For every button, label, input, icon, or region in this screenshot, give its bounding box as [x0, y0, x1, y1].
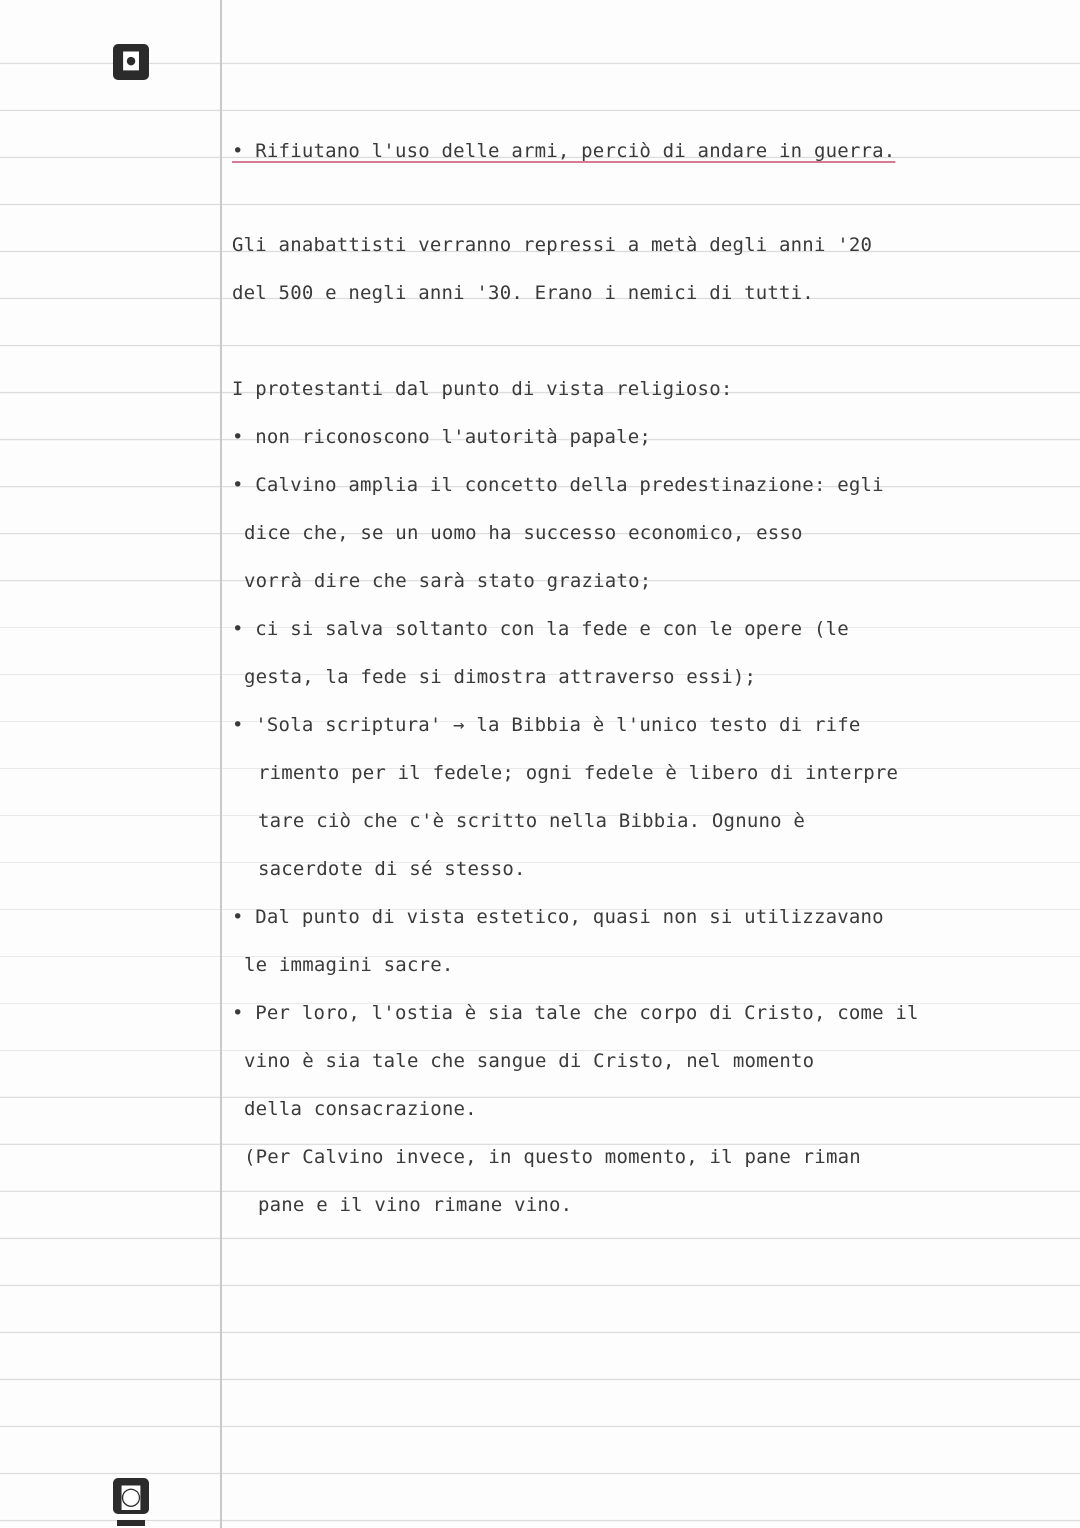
note-line: • non riconoscono l'autorità papale; — [232, 426, 652, 448]
note-line: rimento per il fedele; ogni fedele è libero di interpre — [258, 762, 899, 784]
note-line: della consacrazione. — [244, 1098, 477, 1120]
note-line: sacerdote di sé stesso. — [258, 858, 526, 880]
note-line: dice che, se un uomo ha successo economico, esso — [244, 522, 803, 544]
app-logo-icon: ◘ — [113, 44, 149, 80]
app-logo-bottom-icon: ◙ — [113, 1478, 149, 1514]
note-line: • Per loro, l'ostia è sia tale che corpo di Cristo, come il — [232, 1002, 919, 1024]
note-line: • Dal punto di vista estetico, quasi non si utilizzavano — [232, 906, 884, 928]
note-line: vorrà dire che sarà stato graziato; — [244, 570, 652, 592]
note-line: • Calvino amplia il concetto della predestinazione: egli — [232, 474, 884, 496]
note-line: gesta, la fede si dimostra attraverso essi); — [244, 666, 757, 688]
note-line: le immagini sacre. — [244, 954, 454, 976]
note-line: (Per Calvino invece, in questo momento, il pane riman — [244, 1146, 861, 1168]
note-line: del 500 e negli anni '30. Erano i nemici di tutti. — [232, 282, 814, 304]
note-line: tare ciò che c'è scritto nella Bibbia. Ognuno è — [258, 810, 806, 832]
note-line: pane e il vino rimane vino. — [258, 1194, 573, 1216]
note-line: • ci si salva soltanto con la fede e con le opere (le — [232, 618, 849, 640]
note-line: vino è sia tale che sangue di Cristo, nel momento — [244, 1050, 815, 1072]
note-line: I protestanti dal punto di vista religioso: — [232, 378, 733, 400]
note-line: Gli anabattisti verranno repressi a metà degli anni '20 — [232, 234, 873, 256]
note-line: • 'Sola scriptura' → la Bibbia è l'unico testo di rife — [232, 714, 861, 736]
note-line: • Rifiutano l'uso delle armi, perciò di andare in guerra. — [232, 140, 896, 162]
